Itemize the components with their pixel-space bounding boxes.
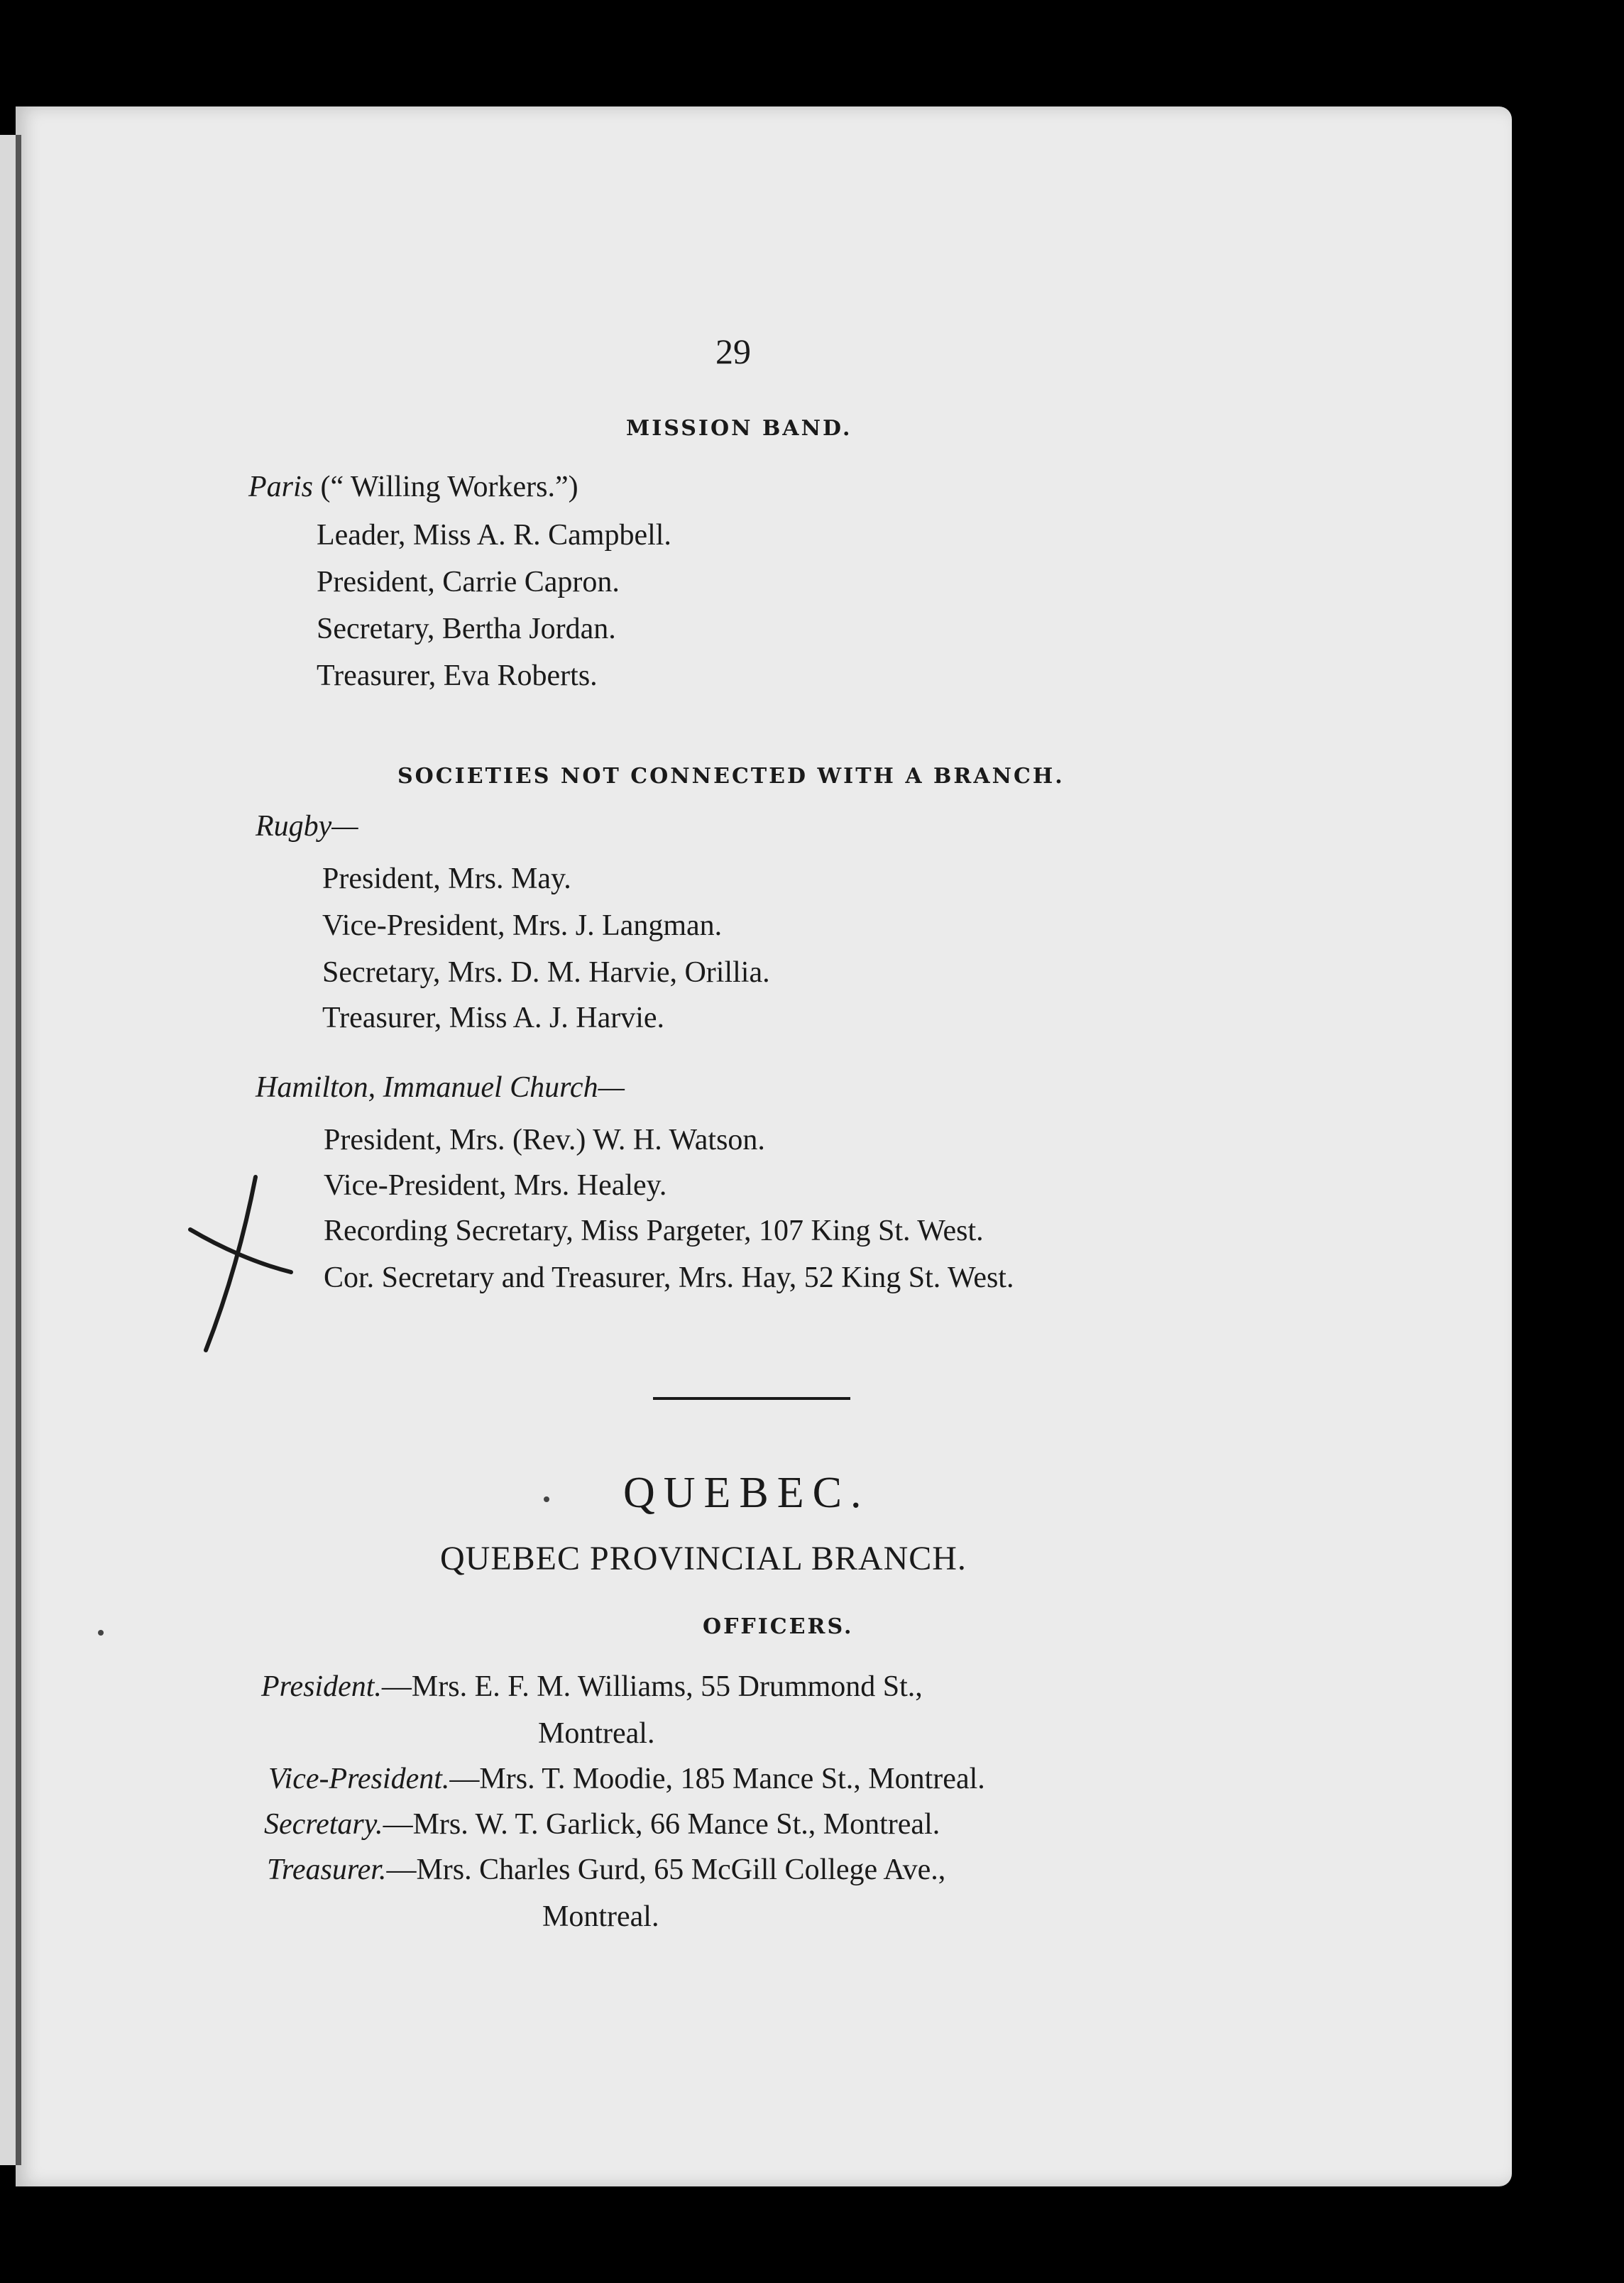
quebec-title: QUEBEC. (623, 1469, 870, 1517)
paris-place: Paris (248, 471, 314, 503)
hamilton-line: Vice-President, Mrs. Healey. (324, 1169, 667, 1202)
treasurer-entry (267, 1853, 945, 1887)
officers-heading: OFFICERS. (703, 1614, 854, 1639)
president-text: —Mrs. E. F. M. Williams, 55 Drummond St., (381, 1670, 923, 1703)
hamilton-line: President, Mrs. (Rev.) W. H. Watson. (324, 1124, 765, 1156)
treasurer-text: —Mrs. Charles Gurd, 65 McGill College Ave., (386, 1854, 946, 1886)
page-gutter (16, 135, 21, 2165)
mission-band-line: Leader, Miss A. R. Campbell. (317, 519, 671, 552)
mission-band-line: Treasurer, Eva Roberts. (317, 659, 598, 692)
hamilton-place: Hamilton, Immanuel Church— (256, 1071, 625, 1104)
secretary-text: —Mrs. W. T. Garlick, 66 Mance St., Montreal. (383, 1808, 940, 1841)
mission-band-heading: MISSION BAND. (626, 416, 852, 441)
secretary-label: Secretary. (264, 1808, 383, 1841)
page-number: 29 (715, 332, 751, 371)
quebec-branch-title: QUEBEC PROVINCIAL BRANCH. (440, 1540, 967, 1577)
president-entry (261, 1670, 923, 1704)
president-label: President. (261, 1670, 382, 1703)
rugby-line: President, Mrs. May. (322, 863, 571, 895)
rugby-line: Vice-President, Mrs. J. Langman. (322, 909, 723, 942)
vice-president-label: Vice-President. (268, 1763, 450, 1795)
president-cont: Montreal. (538, 1717, 655, 1750)
vice-president-text: —Mrs. T. Moodie, 185 Mance St., Montreal. (449, 1763, 985, 1795)
paris-entry (248, 470, 578, 504)
hamilton-line: Cor. Secretary and Treasurer, Mrs. Hay, 52 King St. West. (324, 1261, 1014, 1294)
paris-note: (“ Willing Workers.”) (313, 471, 578, 503)
mission-band-line: President, Carrie Capron. (317, 566, 620, 598)
speck (544, 1496, 549, 1502)
mission-band-line: Secretary, Bertha Jordan. (317, 613, 616, 645)
treasurer-label: Treasurer. (267, 1854, 387, 1886)
rugby-line: Treasurer, Miss A. J. Harvie. (322, 1002, 665, 1034)
treasurer-cont: Montreal. (542, 1900, 659, 1933)
handwritten-cross-mark (186, 1164, 300, 1356)
section-divider (653, 1397, 850, 1400)
speck (98, 1630, 104, 1636)
secretary-entry (264, 1807, 940, 1841)
vice-president-entry (268, 1762, 985, 1796)
societies-heading: SOCIETIES NOT CONNECTED WITH A BRANCH. (397, 764, 1065, 789)
hamilton-line: Recording Secretary, Miss Pargeter, 107 King St. West. (324, 1215, 984, 1247)
rugby-place: Rugby— (256, 810, 358, 843)
rugby-line: Secretary, Mrs. D. M. Harvie, Orillia. (322, 956, 770, 989)
